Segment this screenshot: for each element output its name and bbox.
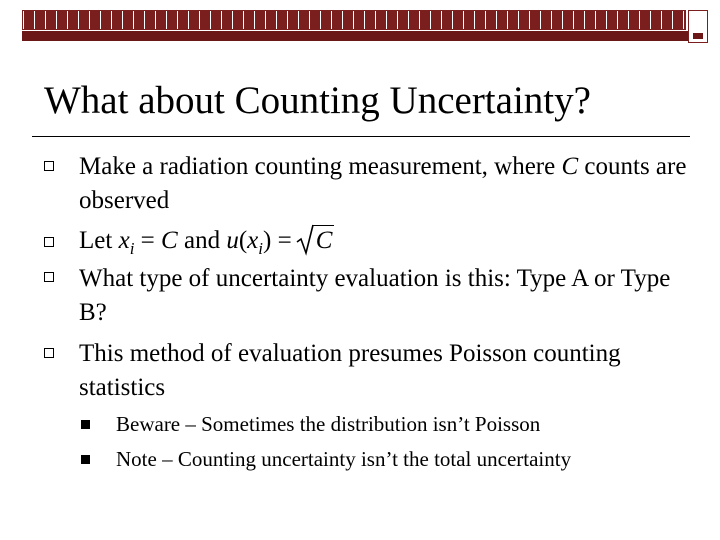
text-segment: u	[226, 227, 239, 254]
filled-square-icon	[81, 420, 90, 429]
bullet-2-text	[79, 224, 699, 266]
text-segment: counts are observed	[79, 153, 687, 214]
text-segment: Let	[79, 227, 119, 254]
filled-square-icon	[81, 455, 90, 464]
text-segment: This method of evaluation presumes Poisson counting statistics	[79, 340, 621, 401]
text-segment: x	[118, 227, 130, 254]
hollow-square-icon	[44, 348, 54, 358]
text-segment: i	[258, 239, 263, 258]
bullet-1-text	[79, 150, 699, 218]
text-segment: Make a radiation counting measurement, where	[79, 153, 562, 180]
square-root-expression	[296, 224, 335, 258]
decorative-header-band	[0, 0, 720, 46]
text-segment: and	[177, 227, 227, 254]
title-divider	[32, 136, 690, 137]
text-segment: x	[247, 227, 259, 254]
sub-bullet-1-text: Beware – Sometimes the distribution isn’t Poisson	[116, 412, 541, 436]
hollow-square-icon	[44, 237, 54, 247]
text-segment: i	[129, 239, 135, 258]
slide-title: What about Counting Uncertainty?	[44, 79, 591, 122]
corner-square-icon	[688, 10, 708, 43]
text-segment: =	[134, 227, 162, 254]
hollow-square-icon	[44, 161, 54, 171]
hollow-square-icon	[44, 272, 54, 282]
sub-bullet-2-text: Note – Counting uncertainty isn’t the total uncertainty	[116, 447, 572, 471]
bullet-3-text	[79, 262, 699, 330]
text-segment: C	[161, 227, 178, 254]
text-segment: ) =	[263, 227, 292, 254]
text-segment: C	[561, 153, 579, 180]
radical-sign-icon	[296, 220, 314, 256]
bullet-4-text	[79, 337, 699, 405]
text-segment: What type of uncertainty evaluation is this: Type A or Type B?	[79, 265, 671, 326]
dark-red-stripe	[22, 31, 706, 41]
radicand: C	[312, 225, 335, 256]
striped-band	[22, 10, 686, 30]
text-segment: (	[238, 227, 248, 254]
